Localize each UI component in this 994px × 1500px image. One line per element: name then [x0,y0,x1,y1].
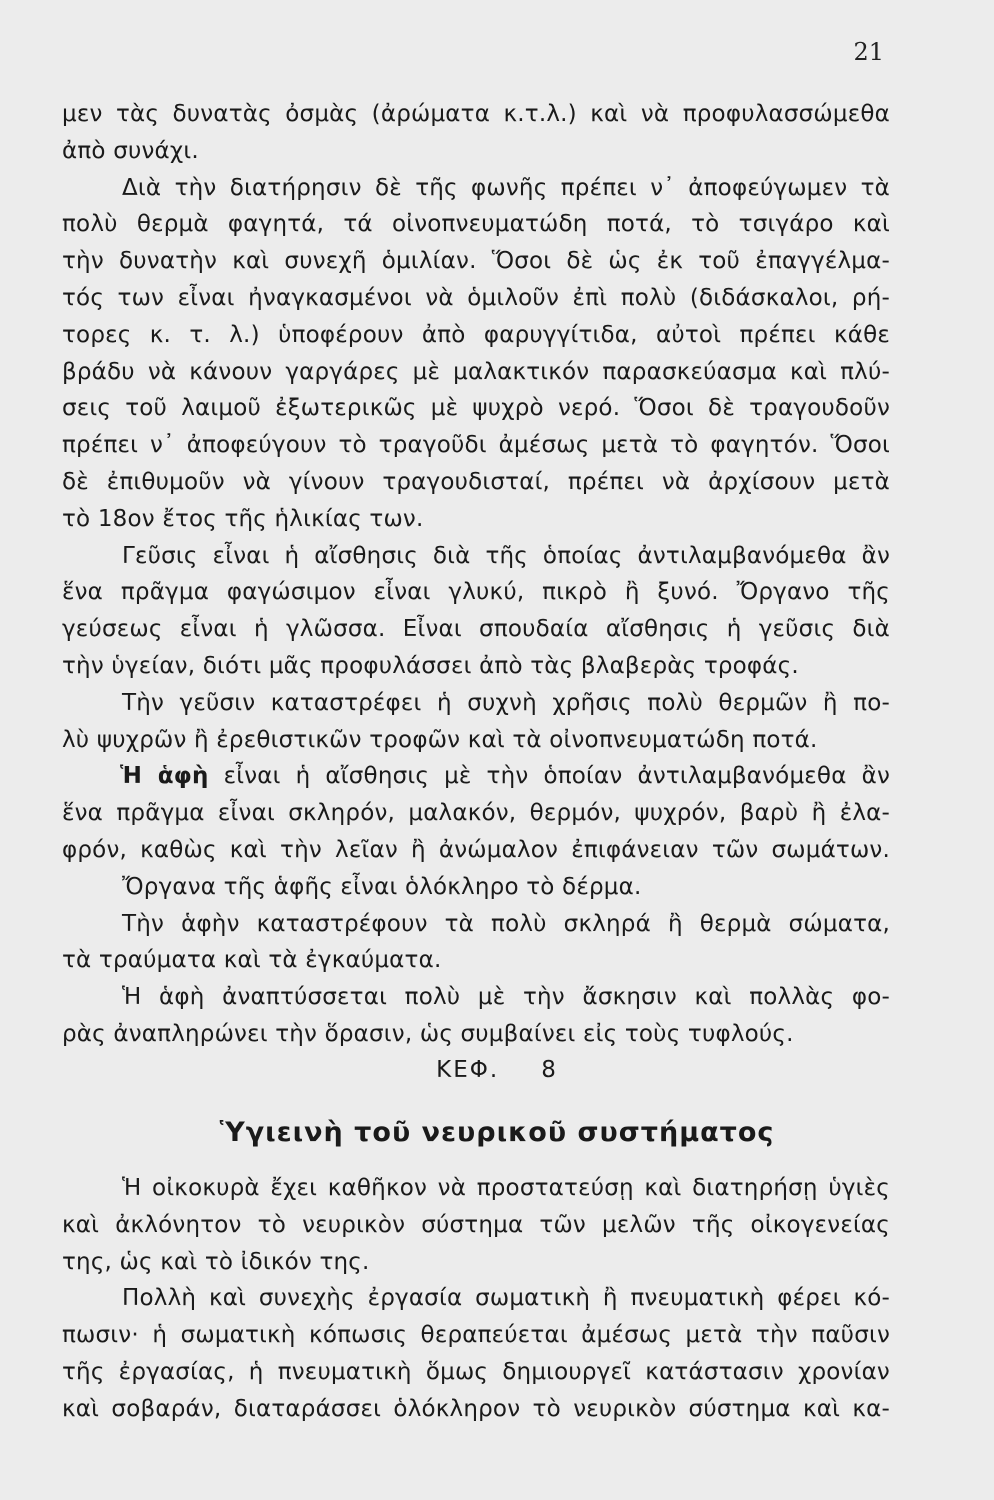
text-line: πολὺ θερμὰ φαγητά, τά οἰνοπνευματώδη ποτά, τὸ τσιγάρο καὶ [62,211,890,238]
text-line: Τὴν γεῦσιν καταστρέφει ἡ συχνὴ χρῆσις πολὺ θερμῶν ἢ πο- [122,689,890,716]
text-line: μεν τὰς δυνατὰς ὀσμὰς (ἀρώματα κ.τ.λ.) καὶ νὰ προφυλασσώμεθα [62,101,890,127]
body-text-bottom [62,1170,890,1428]
text-line: τὴν δυνατὴν καὶ συνεχῆ ὁμιλίαν. Ὅσοι δὲ ὡς ἐκ τοῦ ἐπαγγέλμα- [62,248,890,275]
text-line: Ἡ ἁφὴ ἀναπτύσσεται πολὺ μὲ τὴν ἄσκησιν καὶ πολλὰς φο- [122,984,890,1011]
text-line: γεύσεως εἶναι ἡ γλῶσσα. Εἶναι σπουδαία αἴσθησις ἡ γεῦσις διὰ [62,616,890,643]
text-line: Ὄργανα τῆς ἁφῆς εἶναι ὁλόκληρο τὸ δέρμα. [122,873,642,900]
text-line: τορες κ. τ. λ.) ὑποφέρουν ἀπὸ φαρυγγίτιδα, αὐτοὶ πρέπει κάθε [62,321,890,348]
haphe-term: Ἡ ἁφὴ [120,763,209,790]
text-line [62,758,890,795]
text-line: τός των εἶναι ἠναγκασμένοι νὰ ὁμιλοῦν ἐπὶ πολὺ (διδάσκαλοι, ρή- [62,284,890,311]
chapter-number: 8 [541,1057,558,1083]
text-line: Πολλὴ καὶ συνεχὴς ἐργασία σωματικὴ ἢ πνευματικὴ φέρει κό- [122,1285,890,1312]
text-line: Διὰ τὴν διατήρησιν δὲ τῆς φωνῆς πρέπει ν᾽ ἀποφεύγωμεν τὰ [122,174,890,201]
text-line: τὴν ὑγείαν, διότι μᾶς προφυλάσσει ἀπὸ τὰς βλαβερὰς τροφάς. [62,652,799,679]
body-text-top [62,96,890,1053]
text-line: Τὴν ἁφὴν καταστρέφουν τὰ πολὺ σκληρά ἢ θερμὰ σώματα, [122,910,890,937]
text-line: βράδυ νὰ κάνουν γαργάρες μὲ μαλακτικόν παρασκεύασμα καὶ πλύ- [62,358,890,385]
text-line: ἀπὸ συνάχι. [62,137,199,164]
text-line: καὶ σοβαράν, διαταράσσει ὁλόκληρον τὸ νευρικὸν σύστημα καὶ κα- [62,1395,890,1422]
text-line: σεις τοῦ λαιμοῦ ἐξωτερικῶς μὲ ψυχρὸ νερό. Ὅσοι δὲ τραγουδοῦν [62,395,890,422]
text-line: της, ὡς καὶ τὸ ἰδικόν της. [62,1248,370,1275]
text-line-rest: εἶναι ἡ αἴσθησις μὲ τὴν ὁποίαν ἀντιλαμβανόμεθα ἂν [223,763,890,790]
text-line: λὺ ψυχρῶν ἢ ἐρεθιστικῶν τροφῶν καὶ τὰ οἰνοπνευματώδη ποτά. [62,726,818,753]
text-line: πρέπει ν᾽ ἀποφεύγουν τὸ τραγοῦδι ἀμέσως μετὰ τὸ φαγητόν. Ὅσοι [62,432,890,459]
text-line: τὰ τραύματα καὶ τὰ ἐγκαύματα. [62,947,442,974]
text-line: Ἡ οἰκοκυρὰ ἔχει καθῆκον νὰ προστατεύσῃ καὶ διατηρήσῃ ὑγιὲς [122,1175,890,1201]
section-heading: Ὑγιεινὴ τοῦ νευρικοῦ συστήματος [219,1117,775,1148]
text-line: ρὰς ἀναπληρώνει τὴν ὅρασιν, ὡς συμβαίνει εἰς τοὺς τυφλούς. [62,1020,794,1047]
text-line: ἕνα πρᾶγμα εἶναι σκληρόν, μαλακόν, θερμόν, ψυχρόν, βαρὺ ἢ ἐλα- [62,800,890,827]
chapter-prefix: ΚΕΦ. [436,1057,500,1083]
text-line: τῆς ἐργασίας, ἡ πνευματικὴ ὅμως δημιουργεῖ κατάστασιν χρονίαν [62,1358,890,1385]
page-number: 21 [853,38,884,66]
text-line: Γεῦσις εἶναι ἡ αἴσθησις διὰ τῆς ὁποίας ἀντιλαμβανόμεθα ἂν [122,542,890,569]
text-line: καὶ ἀκλόνητον τὸ νευρικὸν σύστημα τῶν μελῶν τῆς οἰκογενείας [62,1211,890,1238]
text-line: πωσιν· ἡ σωματικὴ κόπωσις θεραπεύεται ἀμέσως μετὰ τὴν παῦσιν [62,1322,890,1349]
text-line: τὸ 18ον ἔτος τῆς ἡλικίας των. [62,505,424,532]
text-line: φρόν, καθὼς καὶ τὴν λεῖαν ἢ ἀνώμαλον ἐπιφάνειαν τῶν σωμάτων. [62,836,890,863]
text-line: δὲ ἐπιθυμοῦν νὰ γίνουν τραγουδισταί, πρέπει νὰ ἀρχίσουν μετὰ [62,468,890,495]
text-line: ἕνα πρᾶγμα φαγώσιμον εἶναι γλυκύ, πικρὸ ἢ ξυνό. Ὄργανο τῆς [62,579,890,606]
chapter-label [0,1057,994,1083]
